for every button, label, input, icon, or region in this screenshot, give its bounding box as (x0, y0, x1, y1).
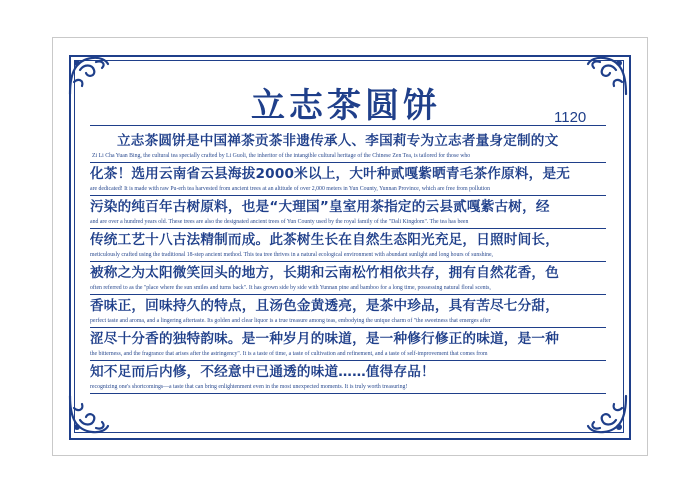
corner-scroll-icon (66, 392, 112, 438)
chinese-line: 涩尽十分香的独特韵味。是一种岁月的味道，是一种修行修正的味道，是一种 (90, 331, 559, 347)
english-line: meticulously crafted using the traditional 18-step ancient method. This tea tree thrives in a natural ecological environment with abundant sunlight and long hours of sunshine, (90, 250, 606, 262)
product-title: 立志茶圆饼 (251, 86, 441, 126)
chinese-line: 传统工艺十八古法精制而成。此茶树生长在自然生态阳光充足，日照时间长， (90, 232, 559, 248)
chinese-line: 被称之为太阳微笑回头的地方，长期和云南松竹相依共存，拥有自然花香，色 (90, 265, 559, 281)
chinese-line: 污染的纯百年古树原料，也是“大理国”皇室用茶指定的云县贰嘎紫古树，经 (90, 199, 550, 215)
chinese-line: 化茶！选用云南省云县海拔2000米以上，大叶种贰嘎紫晒青毛茶作原料，是无 (90, 166, 571, 182)
chinese-line: 知不足而后内修，不经意中已通透的味道……值得存品！ (90, 364, 435, 380)
english-line: recognizing one's shortcomings—a taste that can bring enlightenment even in the most unexpected moments. It is truly worth treasuring! (90, 382, 606, 394)
english-line: often referred to as the "place where the sun smiles and turns back". It has grown side by side with Yunnan pine and bamboo for a long time, possessing natural floral scents, (90, 283, 606, 295)
english-line: perfect taste and aroma, and a lingering aftertaste. Its golden and clear liquor is a true treasure among teas, embodying the unique charm of "the sweetness that emerges after (90, 316, 606, 328)
corner-scroll-icon (584, 392, 630, 438)
product-code: 1120 (554, 109, 587, 126)
english-line: are dedicated! It is made with raw Pu-erh tea harvested from ancient trees at an altitude of over 2,000 meters in Yun County, Yunnan Province, which are free from pollution (90, 184, 606, 196)
english-line: and are over a hundred years old. These trees are also the designated ancient trees of Yun County used by the royal family of the "Dali Kingdom". The tea has been (90, 217, 606, 229)
chinese-line: 立志茶圆饼是中国禅茶贡茶非遗传承人、李国莉专为立志者量身定制的文 (117, 133, 559, 149)
description-body (90, 132, 606, 396)
english-line: the bitterness, and the fragrance that arises after the astringency". It is a taste of time, a taste of cultivation and refinement, and a taste of self-improvement that comes from (90, 349, 606, 361)
chinese-line: 香味正，回味持久的特点，且汤色金黄透亮，是茶中珍品，具有苦尽七分甜， (90, 298, 559, 314)
title-divider (90, 125, 606, 126)
english-line: Zi Li Cha Yuan Bing, the cultural tea specially crafted by Li Guoli, the inheritor of the intangible cultural heritage of the Chinese Zen Tea, is tailored for those who (90, 151, 606, 163)
